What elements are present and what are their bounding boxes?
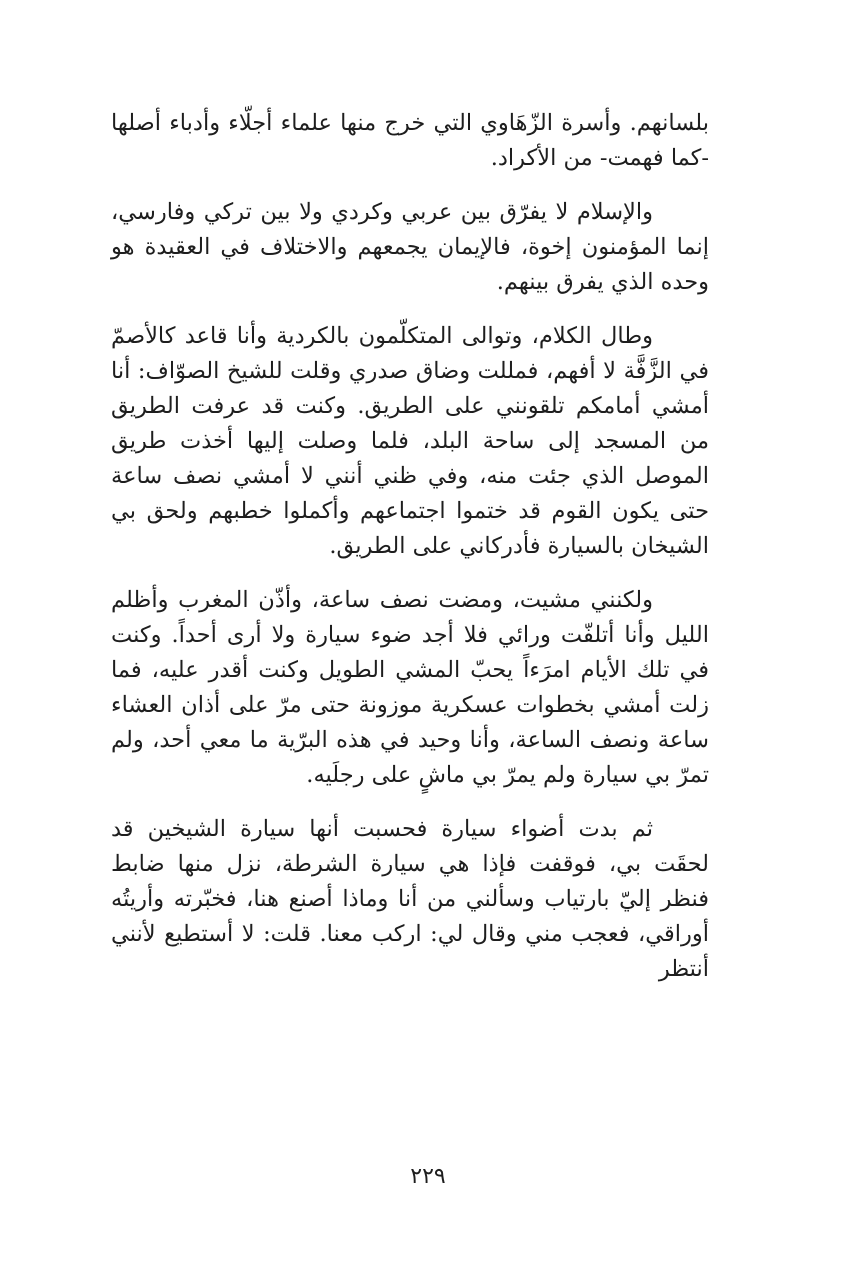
paragraph-continuation: بلسانهم. وأسرة الزّهَاوي التي خرج منها علماء أجلّاء وأدباء أصلها -كما فهمت- من الأكراد. — [111, 110, 709, 171]
paragraph: وطال الكلام، وتوالى المتكلّمون بالكردية وأنا قاعد كالأصمّ في الزَّفَّة لا أفهم، فمللت وضاق صدري وقلت للشيخ الصوّاف: أنا أمشي أمامكم تلقونني على الطريق. وكنت قد عرفت الطريق من المسجد إلى ساحة البلد، فلما وصلت إليها أخذت طريق الموصل الذي جئت منه، وفي ظني أنني لا أمشي نصف ساعة حتى يكون القوم قد ختموا اجتماعهم وأكملوا خطبهم ولحق بي الشيخان بالسيارة فأدركاني على الطريق. — [111, 323, 709, 559]
paragraph: ثم بدت أضواء سيارة فحسبت أنها سيارة الشيخين قد لحقَت بي، فوقفت فإذا هي سيارة الشرطة، نزل منها ضابط فنظر إليّ بارتياب وسألني من أنا وماذا أصنع هنا، فخبّرته وأريتُه أوراقي، فعجب مني وقال لي: اركب معنا. قلت: لا أستطيع لأنني أنتظر — [111, 816, 709, 982]
body-text — [111, 106, 709, 1006]
paragraph: ولكنني مشيت، ومضت نصف ساعة، وأذّن المغرب وأظلم الليل وأنا أتلفّت ورائي فلا أجد ضوء سيارة ولا أرى أحداً. وكنت في تلك الأيام امرَءاً يحبّ المشي الطويل وكنت أقدر عليه، فما زلت أمشي بخطوات عسكرية موزونة حتى مرّ على أذان العشاء ساعة ونصف الساعة، وأنا وحيد في هذه البرّية ما معي أحد، ولم تمرّ بي سيارة ولم يمرّ بي ماشٍ على رجلَيه. — [111, 587, 709, 788]
page-number: ٢٢٩ — [410, 1164, 446, 1189]
paragraph: والإسلام لا يفرّق بين عربي وكردي ولا بين تركي وفارسي، إنما المؤمنون إخوة، فالإيمان يجمعهم والاختلاف في العقيدة هو وحده الذي يفرق بينهم. — [111, 199, 709, 295]
